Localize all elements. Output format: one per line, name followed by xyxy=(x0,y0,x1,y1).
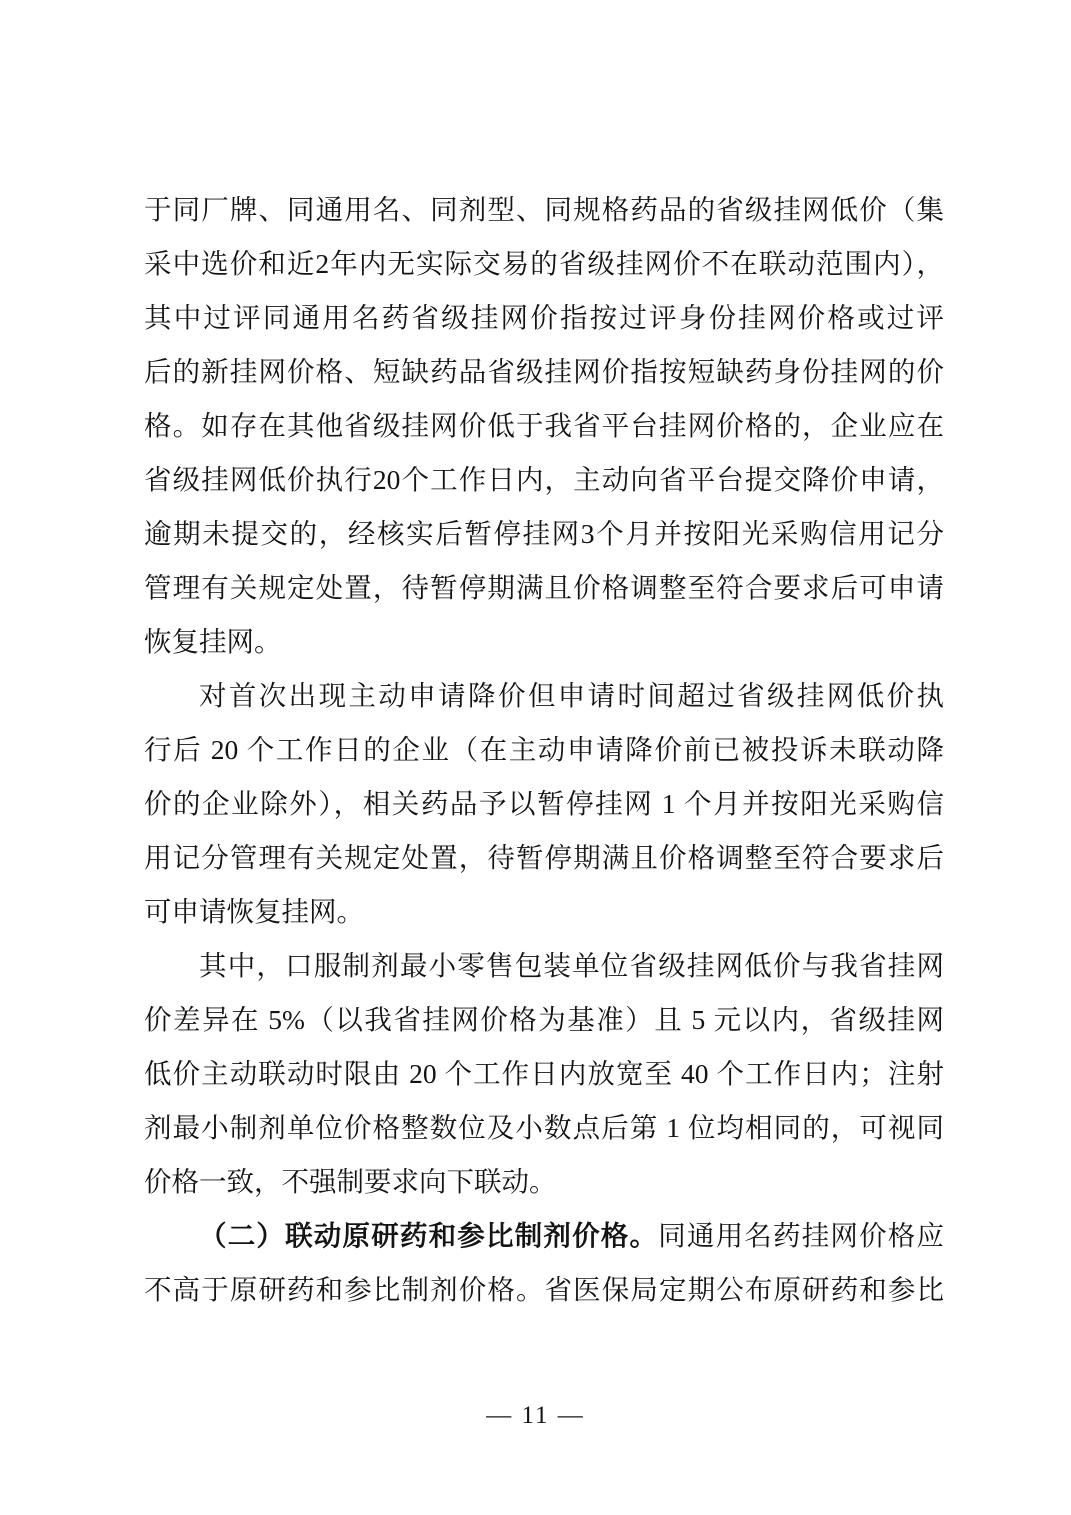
text-line xyxy=(144,1047,944,1101)
text-segment: 于同厂牌、同通用名、同剂型、同规格药品的省级挂网低价（集 xyxy=(144,194,944,225)
text-line xyxy=(144,399,944,453)
text-line xyxy=(144,1209,944,1263)
text-line xyxy=(144,507,944,561)
text-line xyxy=(144,669,944,723)
text-line xyxy=(144,291,944,345)
text-line xyxy=(144,615,944,669)
text-segment: 后的新挂网价格、短缺药品省级挂网价指按短缺药身份挂网的价 xyxy=(144,356,944,387)
text-line xyxy=(144,723,944,777)
text-segment: 价格一致，不强制要求向下联动。 xyxy=(144,1166,557,1197)
text-segment: 不高于原研药和参比制剂价格。省医保局定期公布原研药和参比 xyxy=(144,1274,944,1305)
page-number: — 11 — xyxy=(486,1402,585,1429)
text-segment: 低价主动联动时限由 20 个工作日内放宽至 40 个工作日内；注射 xyxy=(144,1058,944,1089)
text-segment: 其中过评同通用名药省级挂网价指按过评身份挂网价格或过评 xyxy=(144,302,944,333)
text-segment: 其中，口服制剂最小零售包装单位省级挂网低价与我省挂网 xyxy=(199,950,944,981)
text-segment: 价的企业除外），相关药品予以暂停挂网 1 个月并按阳光采购信 xyxy=(144,788,944,819)
text-segment: 剂最小制剂单位价格整数位及小数点后第 1 位均相同的，可视同 xyxy=(144,1112,944,1143)
text-line xyxy=(144,939,944,993)
bold-text-segment: （二）联动原研药和参比制剂价格。 xyxy=(199,1220,659,1251)
text-line xyxy=(144,561,944,615)
text-line xyxy=(144,345,944,399)
text-segment: 用记分管理有关规定处置，待暂停期满且价格调整至符合要求后 xyxy=(144,842,944,873)
text-segment: 逾期未提交的，经核实后暂停挂网3个月并按阳光采购信用记分 xyxy=(144,518,944,549)
text-segment: 省级挂网低价执行20个工作日内，主动向省平台提交降价申请， xyxy=(144,464,944,495)
text-segment: 价差异在 5%（以我省挂网价格为基准）且 5 元以内，省级挂网 xyxy=(144,1004,944,1035)
text-line xyxy=(144,1155,944,1209)
text-segment: 采中选价和近2年内无实际交易的省级挂网价不在联动范围内）， xyxy=(144,248,944,279)
text-segment: 行后 20 个工作日的企业（在主动申请降价前已被投诉未联动降 xyxy=(144,734,944,765)
text-segment: 管理有关规定处置，待暂停期满且价格调整至符合要求后可申请 xyxy=(144,572,944,603)
text-line xyxy=(144,453,944,507)
text-block xyxy=(144,183,944,1317)
text-segment: 对首次出现主动申请降价但申请时间超过省级挂网低价执 xyxy=(199,680,944,711)
text-line xyxy=(144,993,944,1047)
text-line xyxy=(144,831,944,885)
text-line xyxy=(144,885,944,939)
text-line xyxy=(144,1263,944,1317)
text-line xyxy=(144,237,944,291)
text-segment: 恢复挂网。 xyxy=(144,626,282,657)
text-segment: 同通用名药挂网价格应 xyxy=(658,1220,944,1251)
text-line xyxy=(144,777,944,831)
text-segment: 可申请恢复挂网。 xyxy=(144,896,364,927)
text-segment: 格。如存在其他省级挂网价低于我省平台挂网价格的，企业应在 xyxy=(144,410,944,441)
text-line xyxy=(144,1101,944,1155)
text-line xyxy=(144,183,944,237)
